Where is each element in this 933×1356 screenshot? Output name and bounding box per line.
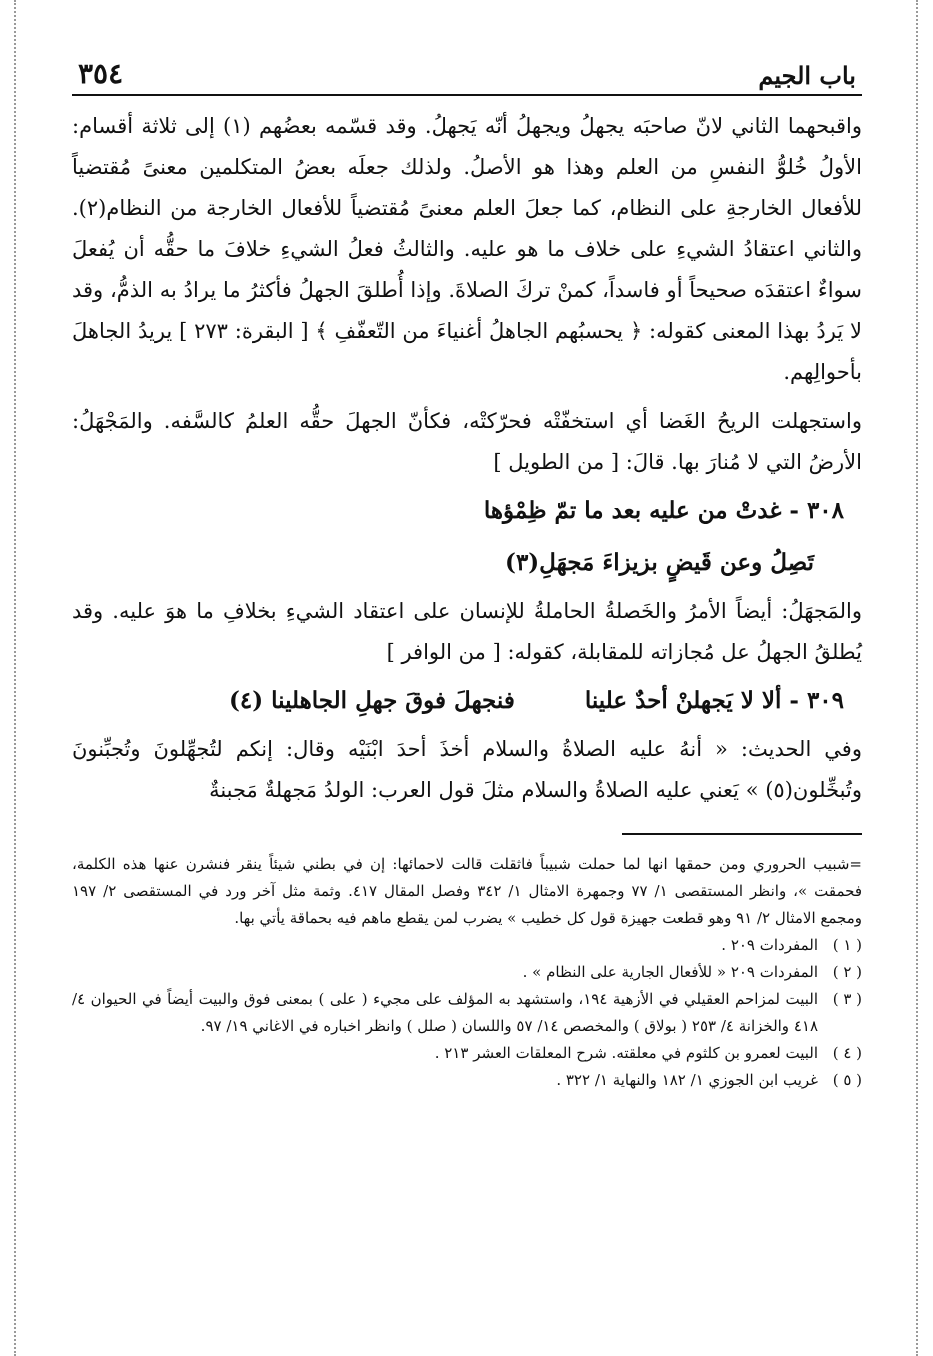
scan-edge-dots-left [14,0,16,1356]
paragraph-1: واقبحهما الثاني لانّ صاحبَه يجهلُ ويجهلُ أنّه يَجهلُ. وقد قسّمه بعضُهم (١) إلى ثلاثة أقسام: الأولُ خُلوُّ النفسِ من العلم وهذا هو الأصلُ. ولذلك جعلَه بعضُ المتكلمين معنىً مُقتضياً للأفعال الخارجةِ على النظام، كما جعلَ العلم معنىً مُقتضياً للأفعال الخارجة من النظام(٢). والثاني اعتقادُ الشيءِ على خلاف ما هو عليه. والثالثُ فعلُ الشيءِ خلافَ ما حقُّه أن يُفعلَ سواءٌ اعتقدَه صحيحاً أو فاسداً، كمنْ تركَ الصلاةَ. وإذا أُطلقَ الجهلُ فأكثرُ ما يرادُ به الذمُّ، وقد لا يَردُ بهذا المعنى كقوله: ﴿ يحسبُهم الجاهلُ أغنياءَ من التّعفّفِ ﴾ [ البقرة: ٢٧٣ ] يريدُ الجاهلَ بأحوالِهم. [72,114,862,384]
footnote-separator [622,833,862,835]
verse-309-second-hemistich: فنجهلَ فوقَ جهلِ الجاهلينا (٤) [229,687,515,714]
footnote-text: غريب ابن الجوزي ١/ ١٨٢ والنهاية ١/ ٣٢٢ . [556,1071,818,1089]
scan-edge-dots-right [916,0,918,1356]
page-header [72,42,862,96]
footnote-continuation: =شبيب الحروري ومن حمقها انها لما حملت شبيباً فاثقلت قالت لاحمائها: إن في بطني شيئاً ينقر فنشرن عنها هذه الكلمة، فحمقت »، وانظر المستقصى ١/ ٧٧ وجمهرة الامثال ١/ ٣٤٢ وفصل المقال ٤١٧. وثمة مثل آخر ورد في المستقصى ٢/ ١٩٧ ومجمع الامثال ٢/ ٩١ وهو قطعت جهيزة قول كل خطيب » يضرب لمن يقطع ماهم فيه بحماقة يأتي بها. [72,855,862,927]
footnote-number: ( ٥ ) [832,1071,862,1089]
footnote-5 [72,1067,862,1094]
book-page [72,42,862,1342]
footnote-text: المفردات ٢٠٩ « للأفعال الجارية على النظام » . [522,963,818,981]
paragraph-4: وفي الحديث: « أنهُ عليه الصلاةُ والسلام أخذَ أحدَ ابْنَيْه وقال: إنكم لتُجهِّلونَ وتُجبِّنونَ وتُبخِّلون(٥) » يَعني عليه الصلاةُ والسلام مثلَ قول العرب: الولدُ مَجهلةٌ مَجبنةٌ [72,737,862,802]
footnote-4 [72,1040,862,1067]
chapter-title: باب الجيم [758,61,856,90]
paragraph-3: والمَجهَلُ: أيضاً الأمرُ والخَصلةُ الحاملةُ للإنسان على اعتقاد الشيءِ بخلافِ ما هوَ عليه. وقد يُطلقُ الجهلُ عل مُجازاته للمقابلة، كقوله: [ من الوافر ] [72,599,862,664]
page-number: ٣٥٤ [78,57,124,90]
verse-308-second-hemistich: تَصِلُ وعن قَيضٍ بزيزاءَ مَجهَلِ(٣) [505,549,814,576]
verse-309 [72,677,862,725]
footnote-text: البيت لمزاحم العقيلي في الأزهية ١٩٤، واستشهد به المؤلف على مجيء ( على ) بمعنى فوق والبيت أيضاً في الحيوان ٤/ ٤١٨ والخزانة ٤/ ٢٥٣ ( بولاق ) والمخصص ١٤/ ٥٧ واللسان ( صلل ) وانظر اخباره في الاغاني ١٩/ ٩٧. [72,990,818,1035]
footnote-1 [72,932,862,959]
verse-309-first-hemistich: ٣٠٩ - ألا لا يَجهلنْ أحدٌ علينا [584,687,844,714]
verse-308-first-hemistich: ٣٠٨ - غدتْ من عليه بعد ما تمّ ظِمْؤها [483,497,844,524]
footnote-text: البيت لعمرو بن كلثوم في معلقته. شرح المعلقات العشر ٢١٣ . [434,1044,818,1062]
footnote-text: المفردات ٢٠٩ . [721,936,818,954]
footnote-number: ( ٢ ) [832,963,862,981]
footnote-number: ( ٤ ) [832,1044,862,1062]
footnote-2 [72,959,862,986]
footnote-3 [72,986,862,1040]
paragraph-2: واستجهلت الريحُ الغَضا أي استخفّتْه فحرّكتْه، فكأنّ الجهلَ حقُّه العلمُ كالسَّفه. والمَجْهَلُ: الأرضُ التي لا مُنارَ بها. قالَ: [ من الطويل ] [72,409,862,474]
footnotes [72,851,862,1094]
main-text [72,106,862,811]
footnote-number: ( ٣ ) [832,990,862,1008]
footnote-number: ( ١ ) [832,936,862,954]
